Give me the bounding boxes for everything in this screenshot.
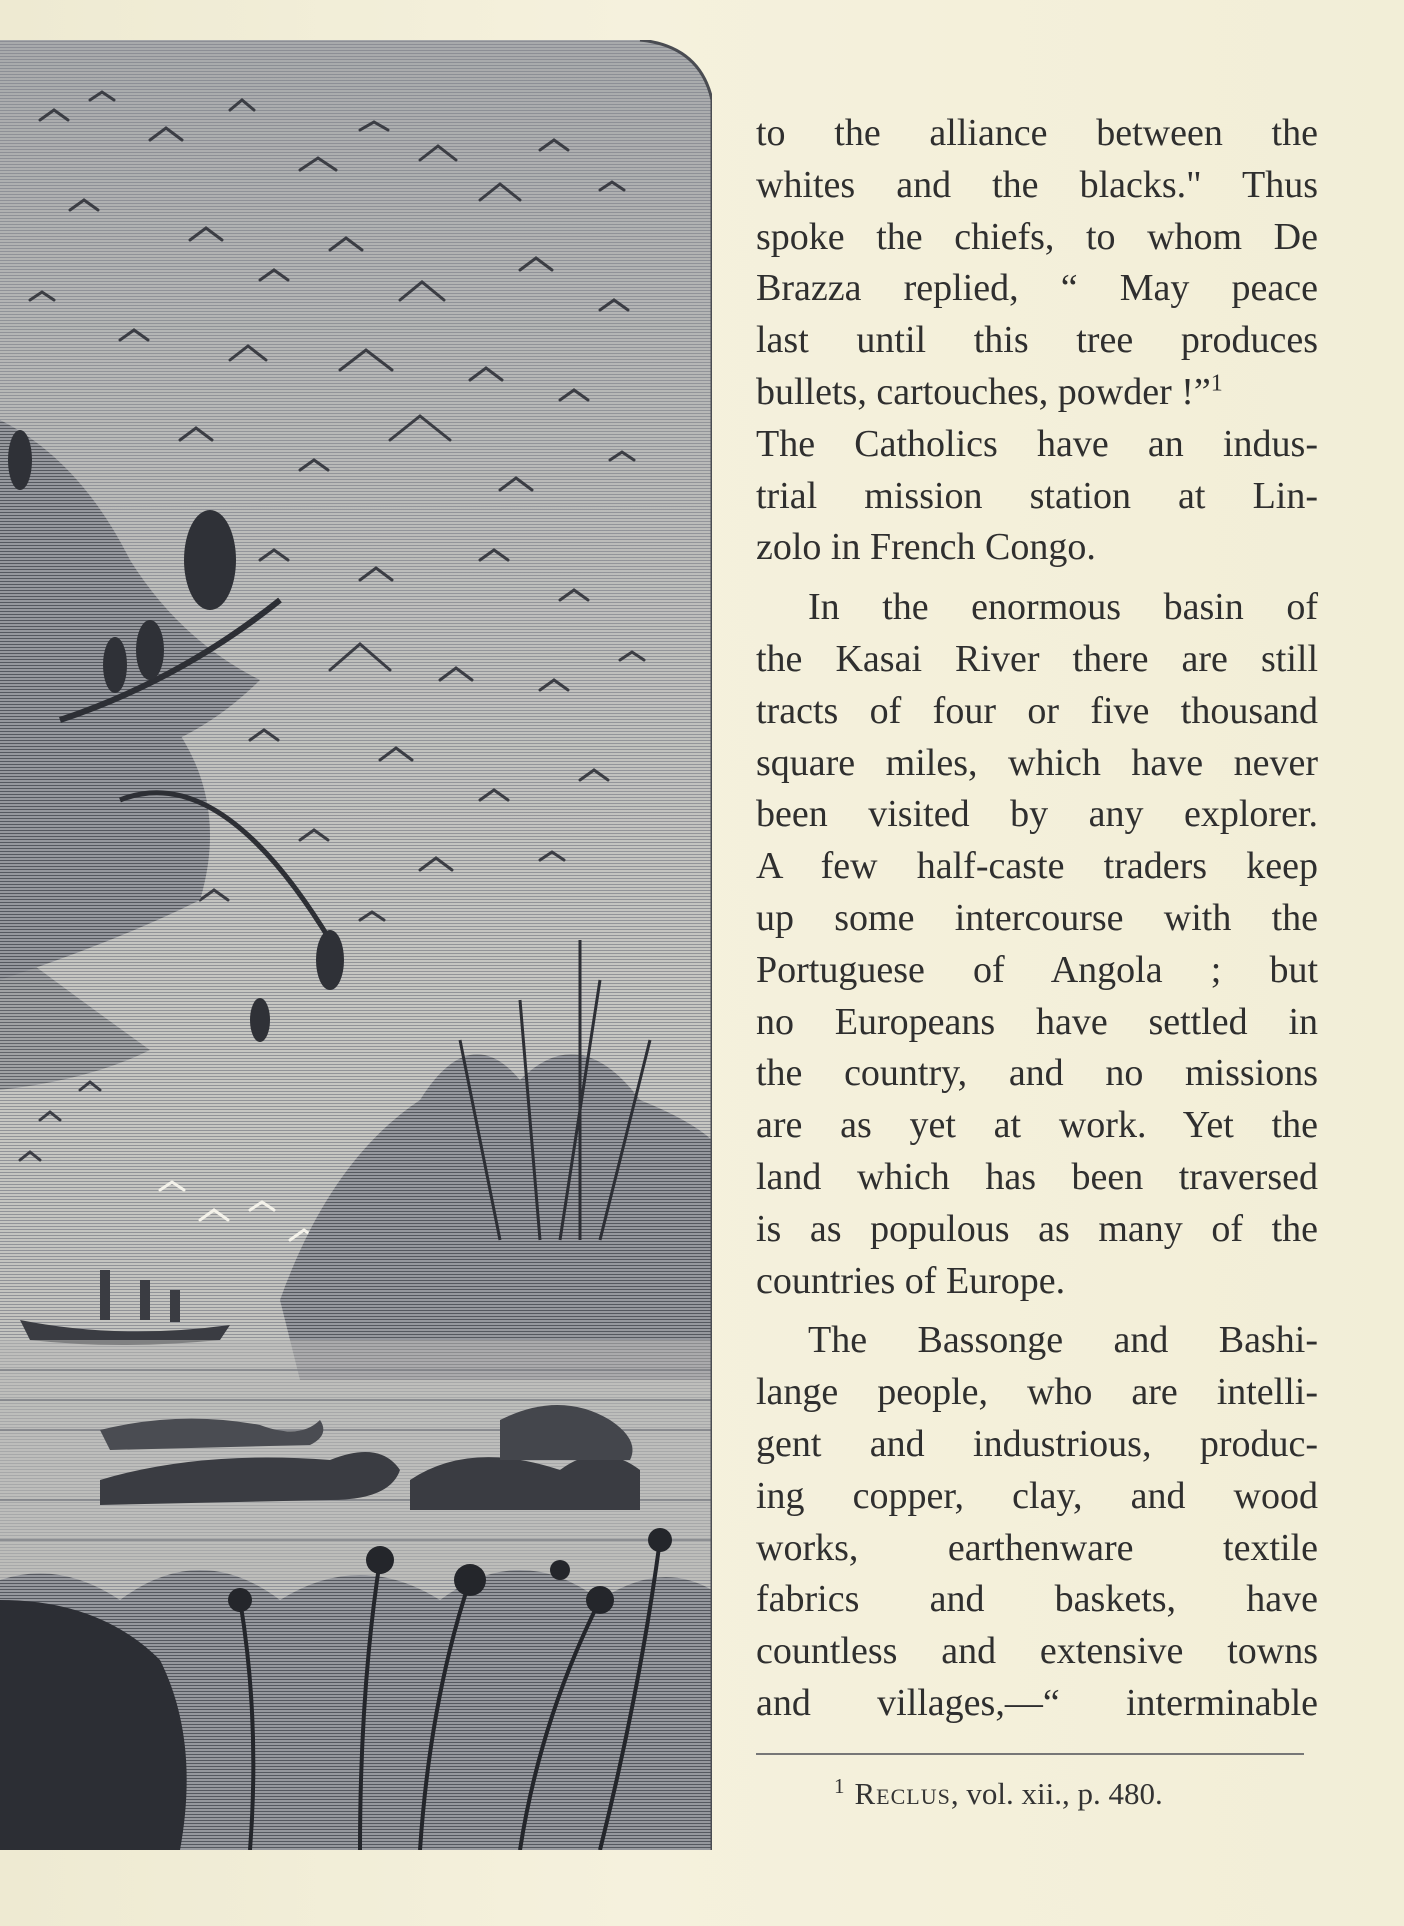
text-line: no Europeans have settled in — [756, 1000, 1318, 1043]
engraving-illustration — [0, 40, 712, 1850]
text-line: zolo in French Congo. — [756, 526, 1096, 569]
text-line-with-footnote — [756, 367, 1318, 419]
engraving-birds-river-icon — [0, 40, 712, 1850]
text-line: fabrics and baskets, have — [756, 1578, 1318, 1621]
paragraph-2 — [756, 582, 1318, 1307]
text-line: and villages,—“ interminable — [756, 1681, 1318, 1724]
footnote-divider — [756, 1753, 1304, 1755]
paragraph-3 — [756, 1315, 1318, 1729]
text-line: spoke the chiefs, to whom De — [756, 215, 1318, 258]
footnote-author: Reclus — [854, 1776, 951, 1811]
text-line: gent and industrious, produc- — [756, 1422, 1318, 1465]
text-line: lange people, who are intelli- — [756, 1371, 1318, 1414]
paragraph-1 — [756, 108, 1318, 574]
text-line: works, earthenware textile — [756, 1526, 1318, 1569]
text-line: last until this tree produces — [756, 319, 1318, 362]
text-line: The Bassonge and Bashi- — [808, 1319, 1318, 1362]
text-line: to the alliance between the — [756, 112, 1318, 154]
text-line: whites and the blacks." Thus — [756, 163, 1318, 206]
footnote-number: 1 — [834, 1773, 845, 1798]
text-line: Brazza replied, “ May peace — [756, 267, 1318, 310]
text-line: The Catholics have an indus- — [756, 422, 1318, 465]
text-line: countless and extensive towns — [756, 1630, 1318, 1673]
text-line: bullets, cartouches, powder !” — [756, 370, 1211, 413]
text-line: is as populous as many of the — [756, 1207, 1318, 1250]
text-line: tracts of four or five thousand — [756, 689, 1318, 732]
footnote-citation: , vol. xii., p. 480. — [950, 1776, 1163, 1811]
text-line: square miles, which have never — [756, 741, 1318, 784]
text-line: Portuguese of Angola ; but — [756, 948, 1318, 991]
body-text-column — [756, 108, 1318, 1730]
text-line: are as yet at work. Yet the — [756, 1104, 1318, 1147]
text-line: A few half-caste traders keep — [756, 845, 1318, 888]
text-line: been visited by any explorer. — [756, 793, 1318, 836]
text-line: the country, and no missions — [756, 1052, 1318, 1095]
text-line: countries of Europe. — [756, 1259, 1066, 1302]
text-line: ing copper, clay, and wood — [756, 1474, 1318, 1517]
text-line: land which has been traversed — [756, 1155, 1318, 1198]
footnote — [834, 1773, 1163, 1812]
text-line: up some intercourse with the — [756, 896, 1318, 939]
text-line: the Kasai River there are still — [756, 637, 1318, 680]
text-line: In the enormous basin of — [808, 586, 1318, 629]
footnote-reference[interactable]: 1 — [1210, 370, 1223, 397]
text-line: trial mission station at Lin- — [756, 474, 1318, 517]
